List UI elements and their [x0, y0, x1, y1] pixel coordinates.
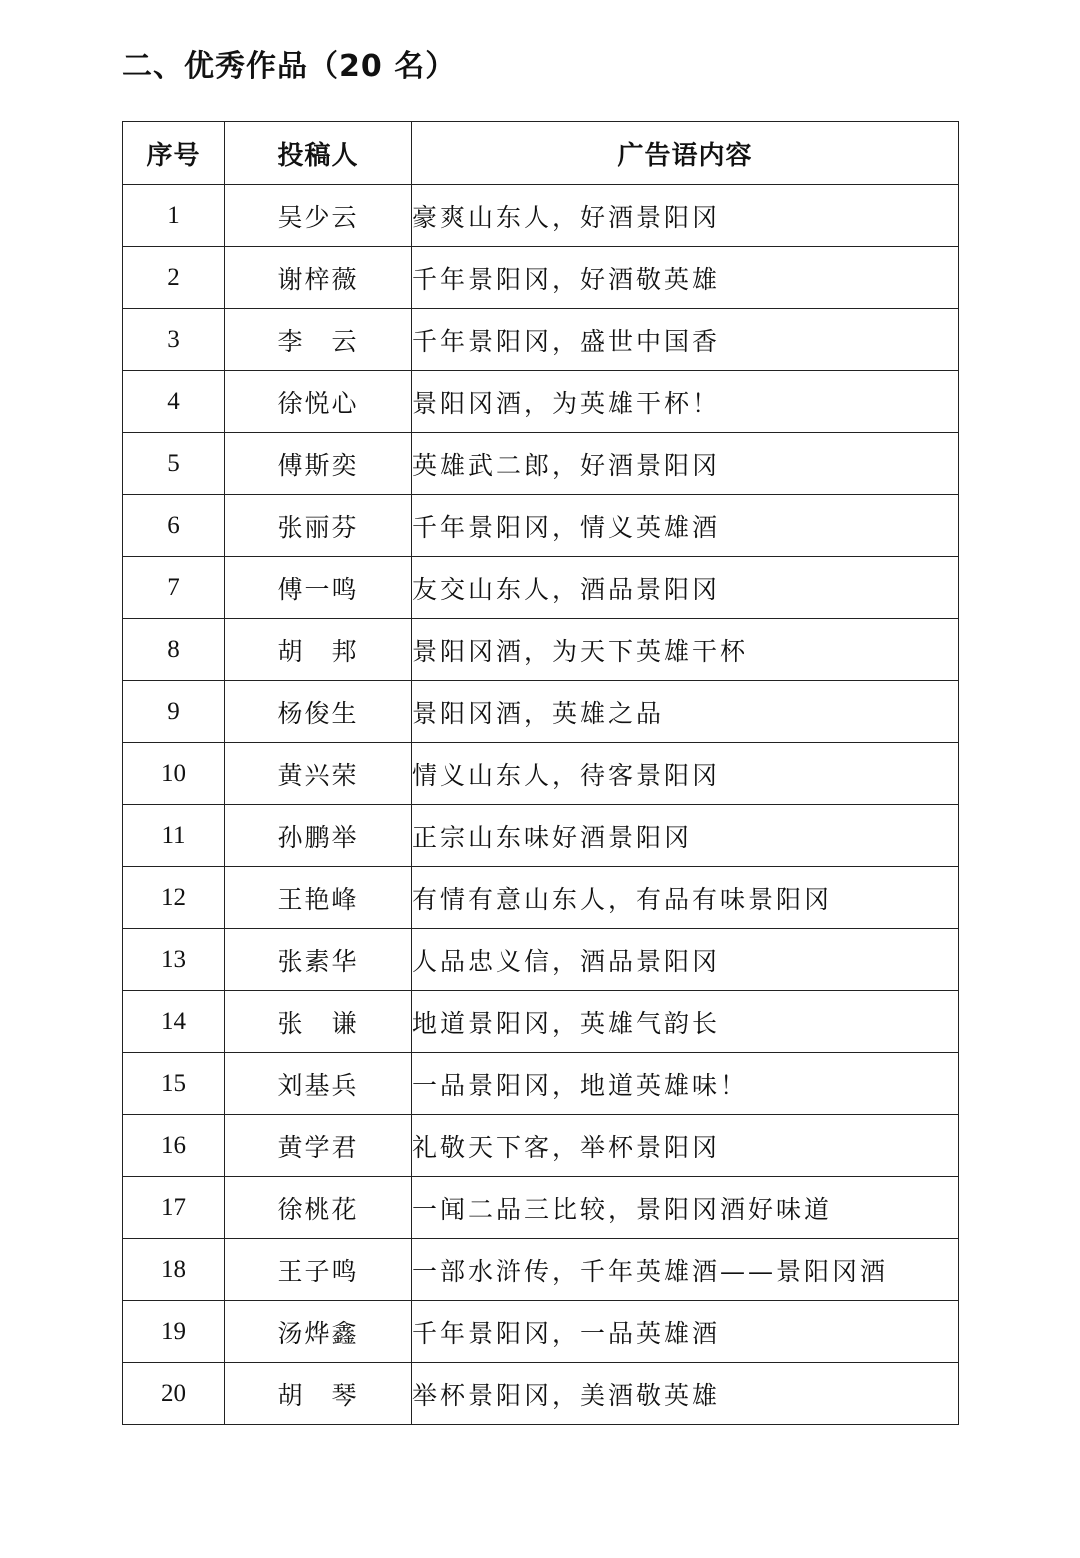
row-number: 5: [123, 433, 225, 495]
row-number: 7: [123, 557, 225, 619]
row-slogan: 一部水浒传，千年英雄酒——景阳冈酒: [412, 1239, 959, 1301]
row-slogan: 地道景阳冈，英雄气韵长: [412, 991, 959, 1053]
row-slogan: 英雄武二郎，好酒景阳冈: [412, 433, 959, 495]
row-slogan: 千年景阳冈，盛世中国香: [412, 309, 959, 371]
row-author: 刘基兵: [225, 1053, 412, 1115]
row-slogan: 举杯景阳冈，美酒敬英雄: [412, 1363, 959, 1425]
row-author: 黄兴荣: [225, 743, 412, 805]
row-slogan: 千年景阳冈，好酒敬英雄: [412, 247, 959, 309]
table-row: [123, 1177, 959, 1239]
table-row: [123, 991, 959, 1053]
table-row: [123, 867, 959, 929]
row-author: 徐桃花: [225, 1177, 412, 1239]
row-number: 4: [123, 371, 225, 433]
row-number: 17: [123, 1177, 225, 1239]
table-header-row: [123, 122, 959, 185]
row-author: 孙鹏举: [225, 805, 412, 867]
row-number: 10: [123, 743, 225, 805]
row-number: 12: [123, 867, 225, 929]
row-slogan: 友交山东人，酒品景阳冈: [412, 557, 959, 619]
row-number: 18: [123, 1239, 225, 1301]
table-row: [123, 805, 959, 867]
table-row: [123, 1301, 959, 1363]
row-slogan: 一闻二品三比较，景阳冈酒好味道: [412, 1177, 959, 1239]
row-author: 徐悦心: [225, 371, 412, 433]
row-author: 傅一鸣: [225, 557, 412, 619]
row-number: 14: [123, 991, 225, 1053]
table-row: [123, 1115, 959, 1177]
row-author: 谢梓薇: [225, 247, 412, 309]
row-number: 19: [123, 1301, 225, 1363]
row-number: 3: [123, 309, 225, 371]
row-author: 张丽芬: [225, 495, 412, 557]
row-author: 王艳峰: [225, 867, 412, 929]
row-slogan: 礼敬天下客，举杯景阳冈: [412, 1115, 959, 1177]
row-slogan: 人品忠义信，酒品景阳冈: [412, 929, 959, 991]
section-title: 二、优秀作品（20 名）: [122, 49, 457, 84]
table-row: [123, 185, 959, 247]
row-author: 汤烨鑫: [225, 1301, 412, 1363]
row-number: 11: [123, 805, 225, 867]
row-slogan: 情义山东人，待客景阳冈: [412, 743, 959, 805]
row-slogan: 豪爽山东人，好酒景阳冈: [412, 185, 959, 247]
header-author: 投稿人: [225, 122, 412, 185]
row-author: 胡 琴: [225, 1363, 412, 1425]
table-body: [123, 185, 959, 1425]
table-row: [123, 309, 959, 371]
row-number: 15: [123, 1053, 225, 1115]
row-slogan: 景阳冈酒，为英雄干杯！: [412, 371, 959, 433]
table-row: [123, 743, 959, 805]
table-row: [123, 433, 959, 495]
row-number: 9: [123, 681, 225, 743]
table-row: [123, 619, 959, 681]
row-author: 傅斯奕: [225, 433, 412, 495]
table-row: [123, 495, 959, 557]
row-author: 黄学君: [225, 1115, 412, 1177]
table-row: [123, 371, 959, 433]
table-row: [123, 1053, 959, 1115]
row-slogan: 千年景阳冈，情义英雄酒: [412, 495, 959, 557]
row-number: 20: [123, 1363, 225, 1425]
table-row: [123, 929, 959, 991]
row-author: 李 云: [225, 309, 412, 371]
row-author: 吴少云: [225, 185, 412, 247]
row-number: 2: [123, 247, 225, 309]
row-slogan: 千年景阳冈，一品英雄酒: [412, 1301, 959, 1363]
row-author: 张素华: [225, 929, 412, 991]
row-slogan: 正宗山东味好酒景阳冈: [412, 805, 959, 867]
row-number: 13: [123, 929, 225, 991]
row-slogan: 一品景阳冈，地道英雄味！: [412, 1053, 959, 1115]
header-slogan: 广告语内容: [412, 122, 959, 185]
row-number: 1: [123, 185, 225, 247]
row-author: 张 谦: [225, 991, 412, 1053]
header-number: 序号: [123, 122, 225, 185]
row-author: 王子鸣: [225, 1239, 412, 1301]
table-row: [123, 1363, 959, 1425]
table-row: [123, 557, 959, 619]
row-number: 6: [123, 495, 225, 557]
row-slogan: 景阳冈酒，为天下英雄干杯: [412, 619, 959, 681]
row-slogan: 景阳冈酒，英雄之品: [412, 681, 959, 743]
row-number: 16: [123, 1115, 225, 1177]
table-row: [123, 247, 959, 309]
row-author: 胡 邦: [225, 619, 412, 681]
row-number: 8: [123, 619, 225, 681]
table-row: [123, 1239, 959, 1301]
table-row: [123, 681, 959, 743]
row-author: 杨俊生: [225, 681, 412, 743]
row-slogan: 有情有意山东人，有品有味景阳冈: [412, 867, 959, 929]
winners-table: [122, 121, 959, 1425]
